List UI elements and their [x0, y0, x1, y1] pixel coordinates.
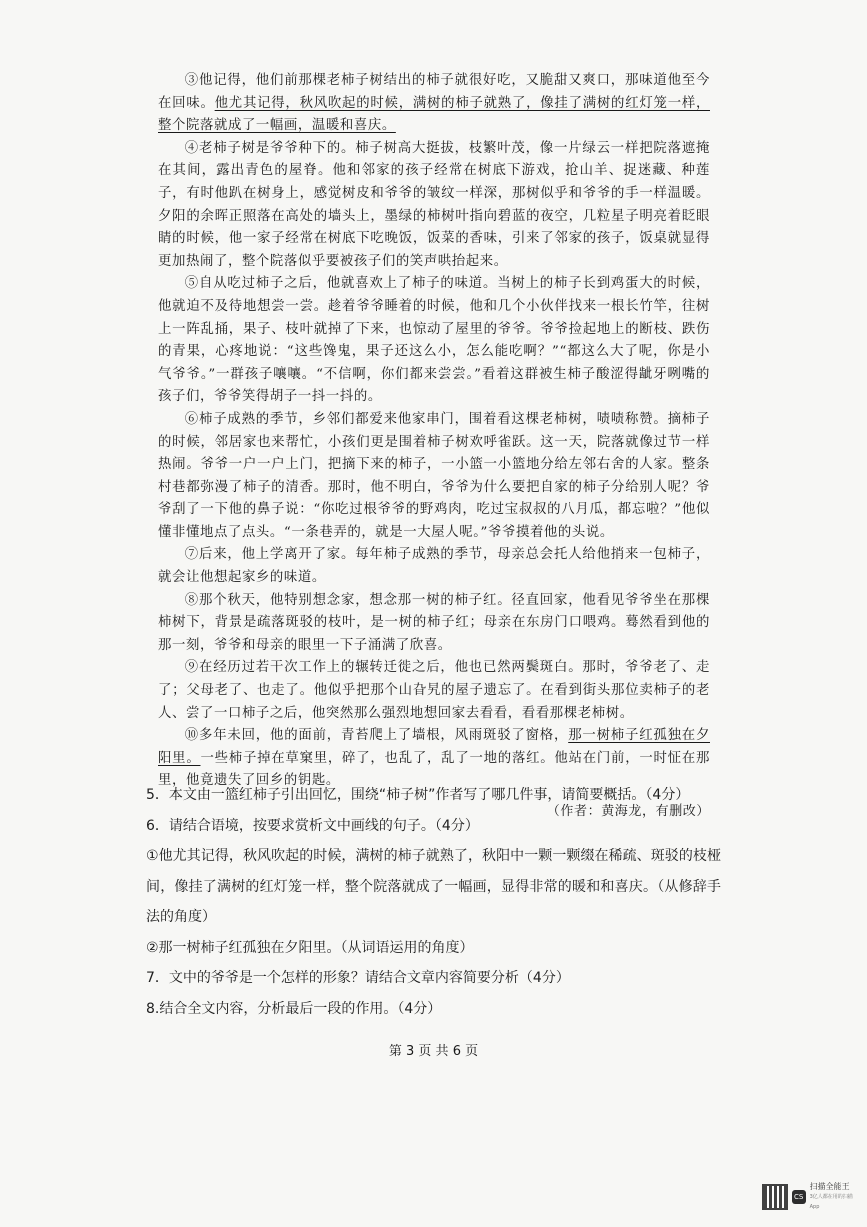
source-attribution: （作者：黄海龙，有删改） [546, 804, 710, 819]
paragraph-10-text: ⑩多年未回，他的面前，青苔爬上了墙根，风雨斑驳了窗格， [184, 728, 569, 744]
question-5: 5．本文由一篮红柿子引出回忆，围绕“柿子树”作者写了哪几件事，请简要概括。（4分） [146, 787, 690, 803]
watermark-subtitle: 3亿人都在用的扫描App [809, 1194, 853, 1210]
watermark-text [810, 1182, 862, 1212]
reading-passage [158, 70, 710, 824]
questions-section [146, 780, 721, 1024]
paragraph-7: ⑦后来，他上学离开了家。每年柿子成熟的季节，母亲总会托人给他捎来一包柿子，就会让他想起家乡的味道。 [158, 547, 710, 586]
paragraph-3-text: ③他记得，他们前那棵老柿子树结出的柿子就很好吃，又脆甜又爽口，那味道他至今在回味。 [158, 73, 710, 111]
question-8: 8.结合全文内容，分析最后一段的作用。（4分） [146, 1000, 442, 1017]
scanner-watermark [762, 1177, 862, 1217]
paragraph-3 [158, 70, 710, 138]
question-6: 6．请结合语境，按要求赏析文中画线的句子。（4分） [146, 817, 479, 834]
question-6-item-2: ②那一树柿子红孤独在夕阳里。（从词语运用的角度） [146, 939, 474, 956]
qr-code-icon [762, 1184, 788, 1210]
question-7: 7．文中的爷爷是一个怎样的形象？请结合文章内容简要分析（4分） [146, 970, 570, 986]
paragraph-8: ⑧那个秋天，他特别想念家，想念那一树的柿子红。径直回家，他看见爷爷坐在那棵柿树下，背景是疏落斑驳的枝叶，是一树的柿子红；母亲在东房门口喂鸡。蓦然看到他的那一刻，爷爷和母亲的眼里一下子涌满了欣喜。 [158, 592, 710, 653]
watermark-app-name: 扫描全能王 [809, 1182, 850, 1191]
underlined-sentence-2: 那一树柿子红孤独在夕阳里。 [158, 728, 710, 766]
underlined-sentence-1: 他尤其记得，秋风吹起的时候，满树的柿子就熟了，像挂了满树的红灯笼一样，整个院落就成了一幅画，温暖和喜庆。 [158, 95, 710, 134]
paragraph-10-text-end: 一些柿子掉在草窠里，碎了，也乱了，乱了一地的落红。他站在门前，一时怔在那里，他竟遗失了回乡的钥匙。 [158, 750, 710, 789]
page-number: 第 3 页 共 6 页 [388, 1044, 479, 1059]
paragraph-6: ⑥柿子成熟的季节，乡邻们都爱来他家串门，围着看这棵老柿树，啧啧称赞。摘柿子的时候，邻居家也来帮忙，小孩们更是围着柿子树欢呼雀跃。这一天，院落就像过节一样热闹。爷爷一户一户上门，把摘下来的柿子，一小篮一小篮地分给左邻右舍的人家。整条村巷都弥漫了柿子的清香。那时，他不明白，爷爷为什么要把自家的柿子分给别人呢？爷爷刮了一下他的鼻子说：“你吃过根爷爷的野鸡肉，吃过宝叔叔的八月瓜，都忘啦？”他似懂非懂地点了点头。“一条巷弄的，就是一大屋人呢。”爷爷摸着他的头说。 [158, 411, 710, 540]
paragraph-9: ⑨在经历过若干次工作上的辗转迁徙之后，他也已然两鬓斑白。那时，爷爷老了、走了；父母老了、也走了。他似乎把那个山旮旯的屋子遗忘了。在看到街头那位卖柿子的老人、尝了一口柿子之后，他突然那么强烈地想回家去看看，看看那棵老柿树。 [158, 660, 710, 721]
paragraph-4: ④老柿子树是爷爷种下的。柿子树高大挺拔，枝繁叶茂，像一片绿云一样把院落遮掩在其间，露出青色的屋脊。他和邻家的孩子经常在树底下游戏，抢山羊、捉迷藏、种莲子，有时他趴在树身上，感觉树皮和爷爷的皱纹一样深，那树似乎和爷爷的手一样温暖。夕阳的余晖正照落在高处的墙头上，墨绿的柿树叶指向碧蓝的夜空，几粒星子明亮着眨眼睛的时候，他一家子经常在树底下吃晚饭，饭菜的香味，引来了邻家的孩子，饭桌就显得更加热闹了，整个院落似乎要被孩子们的笑声哄抬起来。 [158, 140, 710, 269]
camscanner-logo-icon: CS [792, 1190, 806, 1204]
paragraph-5: ⑤自从吃过柿子之后，他就喜欢上了柿子的味道。当树上的柿子长到鸡蛋大的时候，他就迫不及待地想尝一尝。趁着爷爷睡着的时候，他和几个小伙伴找来一根长竹竿，往树上一阵乱捅，果子、枝叶就掉了下来，也惊动了屋里的爷爷。爷爷捡起地上的断枝、跌伤的青果，心疼地说：“这些馋鬼，果子还这么小，怎么能吃啊？”“都这么大了呢，你是小气爷爷。”一群孩子嚷嚷。“不信啊，你们都来尝尝。”看着这群被生柿子酸涩得龇牙咧嘴的孩子们，爷爷笑得胡子一抖一抖的。 [158, 276, 710, 405]
question-6-item-1: ①他尤其记得，秋风吹起的时候，满树的柿子就熟了，秋阳中一颗一颗缀在稀疏、斑驳的枝桠间，像挂了满树的红灯笼一样，整个院落就成了一幅画，显得非常的暖和和喜庆。（从修辞手法的角度） [146, 848, 721, 925]
